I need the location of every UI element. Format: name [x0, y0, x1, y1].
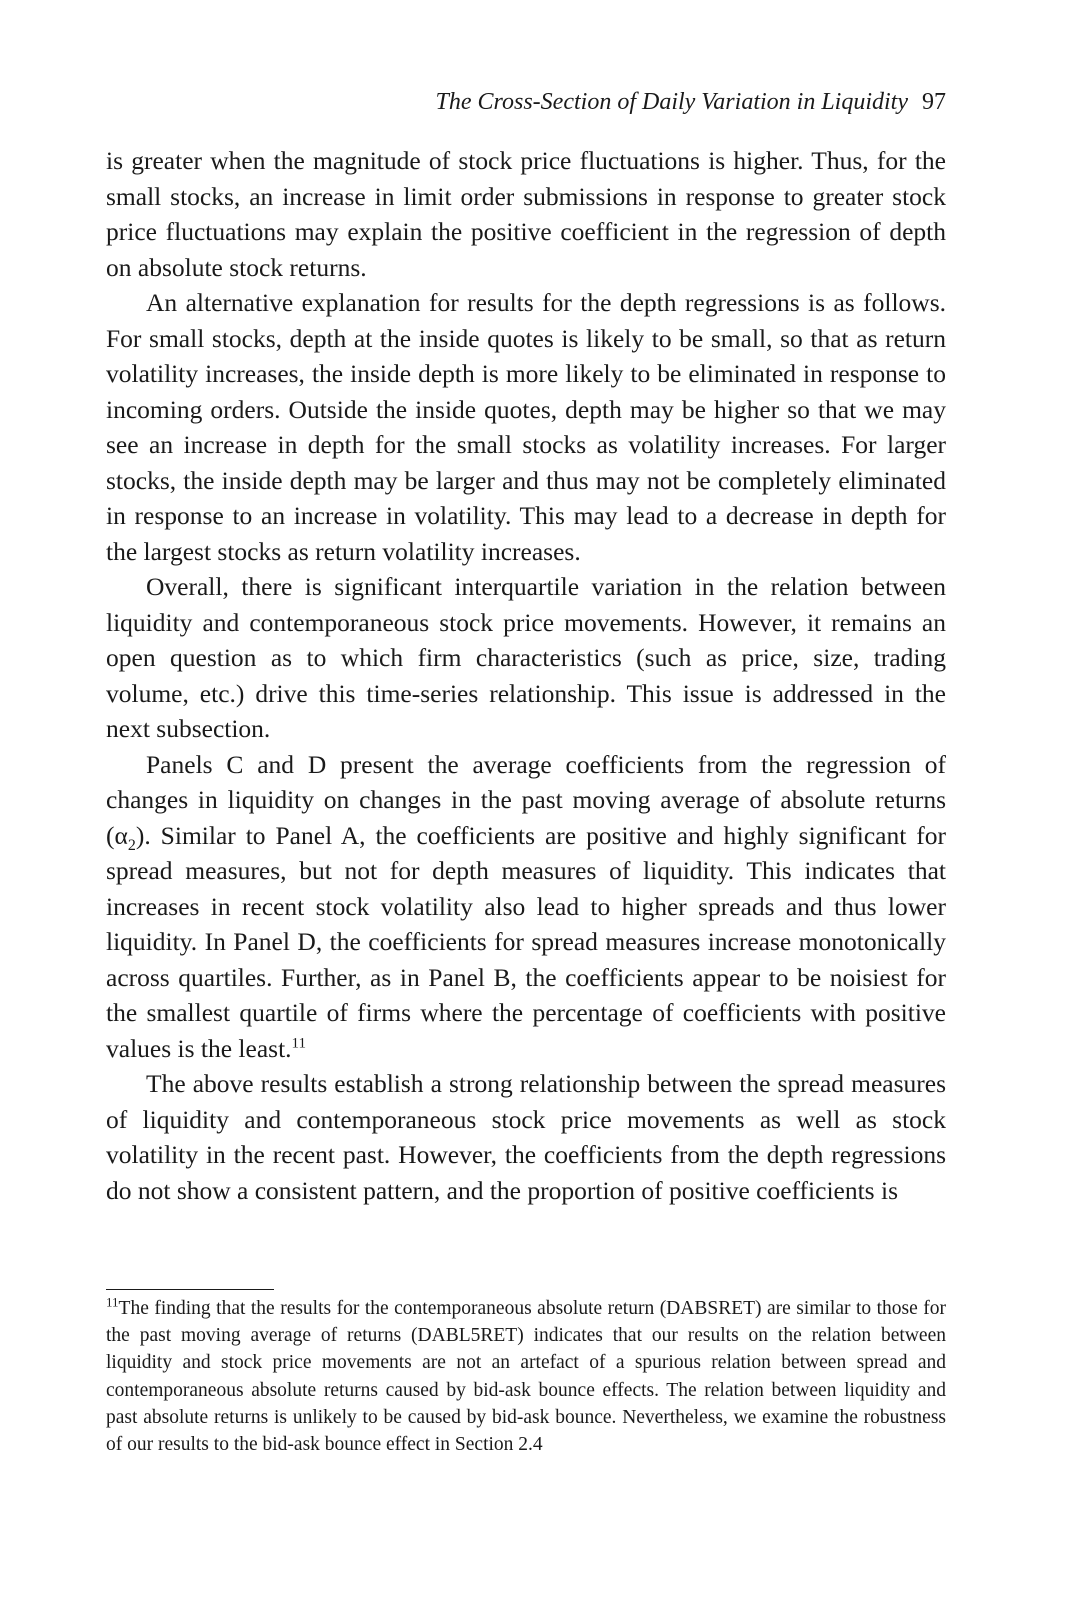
footnote-divider — [106, 1289, 274, 1290]
footnote — [106, 1295, 946, 1458]
page-number: 97 — [922, 89, 946, 115]
footnote-11 — [106, 1295, 946, 1458]
paragraph-5: The above results establish a strong relationship between the spread measures of liquidity and contemporaneous stock price movements as well as stock volatility in the recent past. However, the coefficients from the depth regressions do not show a consistent pattern, and the proportion of positive coefficients is — [106, 1069, 946, 1205]
running-title: The Cross-Section of Daily Variation in Liquidity — [435, 89, 908, 115]
paragraph-3: Overall, there is significant interquartile variation in the relation between liquidity and contemporaneous stock price movements. However, it remains an open question as to which firm characteristics (such as price, size, trading volume, etc.) drive this time-series relationship. This issue is addressed in the next subsection. — [106, 572, 946, 743]
alpha-subscript: 2 — [127, 836, 136, 854]
footnote-text: The finding that the results for the contemporaneous absolute return (DABSRET) are similar to those for the past moving average of returns (DABL5RET) indicates that our results on the relation between liquidity and stock price movements are not an artefact of a spurious relation between spread and contemporaneous absolute returns caused by bid-ask bounce effects. The relation between liquidity and past absolute returns is unlikely to be caused by bid-ask bounce. Nevertheless, we examine the robustness of our results to the bid-ask bounce effect in Section 2.4 — [106, 1298, 946, 1456]
paragraph-4-text-b: ). Similar to Panel A, the coefficients are positive and highly significant for spread measures, but not for depth measures of liquidity. This indicates that increases in recent stock volatility also lead to higher spreads and thus lower liquidity. In Panel D, the coefficients for spread measures increase monotonically across quartiles. Further, as in Panel B, the coefficients appear to be noisiest for the smallest quartile of firms where the percentage of coefficients with positive values is the least. — [106, 820, 946, 1063]
paragraph-2: An alternative explanation for results for the depth regressions is as follows. For small stocks, depth at the inside quotes is likely to be small, so that as return volatility increases, the inside depth is more likely to be eliminated in response to incoming orders. Outside the inside quotes, depth may be higher so that we may see an increase in depth for the small stocks as volatility increases. For larger stocks, the inside depth may be larger and thus may not be completely eliminated in response to an increase in volatility. This may lead to a decrease in depth for the largest stocks as return volatility increases. — [106, 288, 946, 566]
body-text — [106, 143, 946, 1208]
paragraph-1: is greater when the magnitude of stock price fluctuations is higher. Thus, for the small stocks, an increase in limit order submissions in response to greater stock price fluctuations may explain the positive coefficient in the regression of depth on absolute stock returns. — [106, 146, 946, 282]
running-head — [106, 88, 946, 116]
paragraph-4-text-a: Panels C and D present the average coefficients from the regression of changes in liquidity on changes in the past moving average of absolute returns (α — [106, 749, 946, 850]
footnote-marker: 11 — [106, 1294, 119, 1310]
footnote-reference[interactable]: 11 — [291, 1035, 306, 1051]
paragraph-4 — [106, 747, 946, 1067]
